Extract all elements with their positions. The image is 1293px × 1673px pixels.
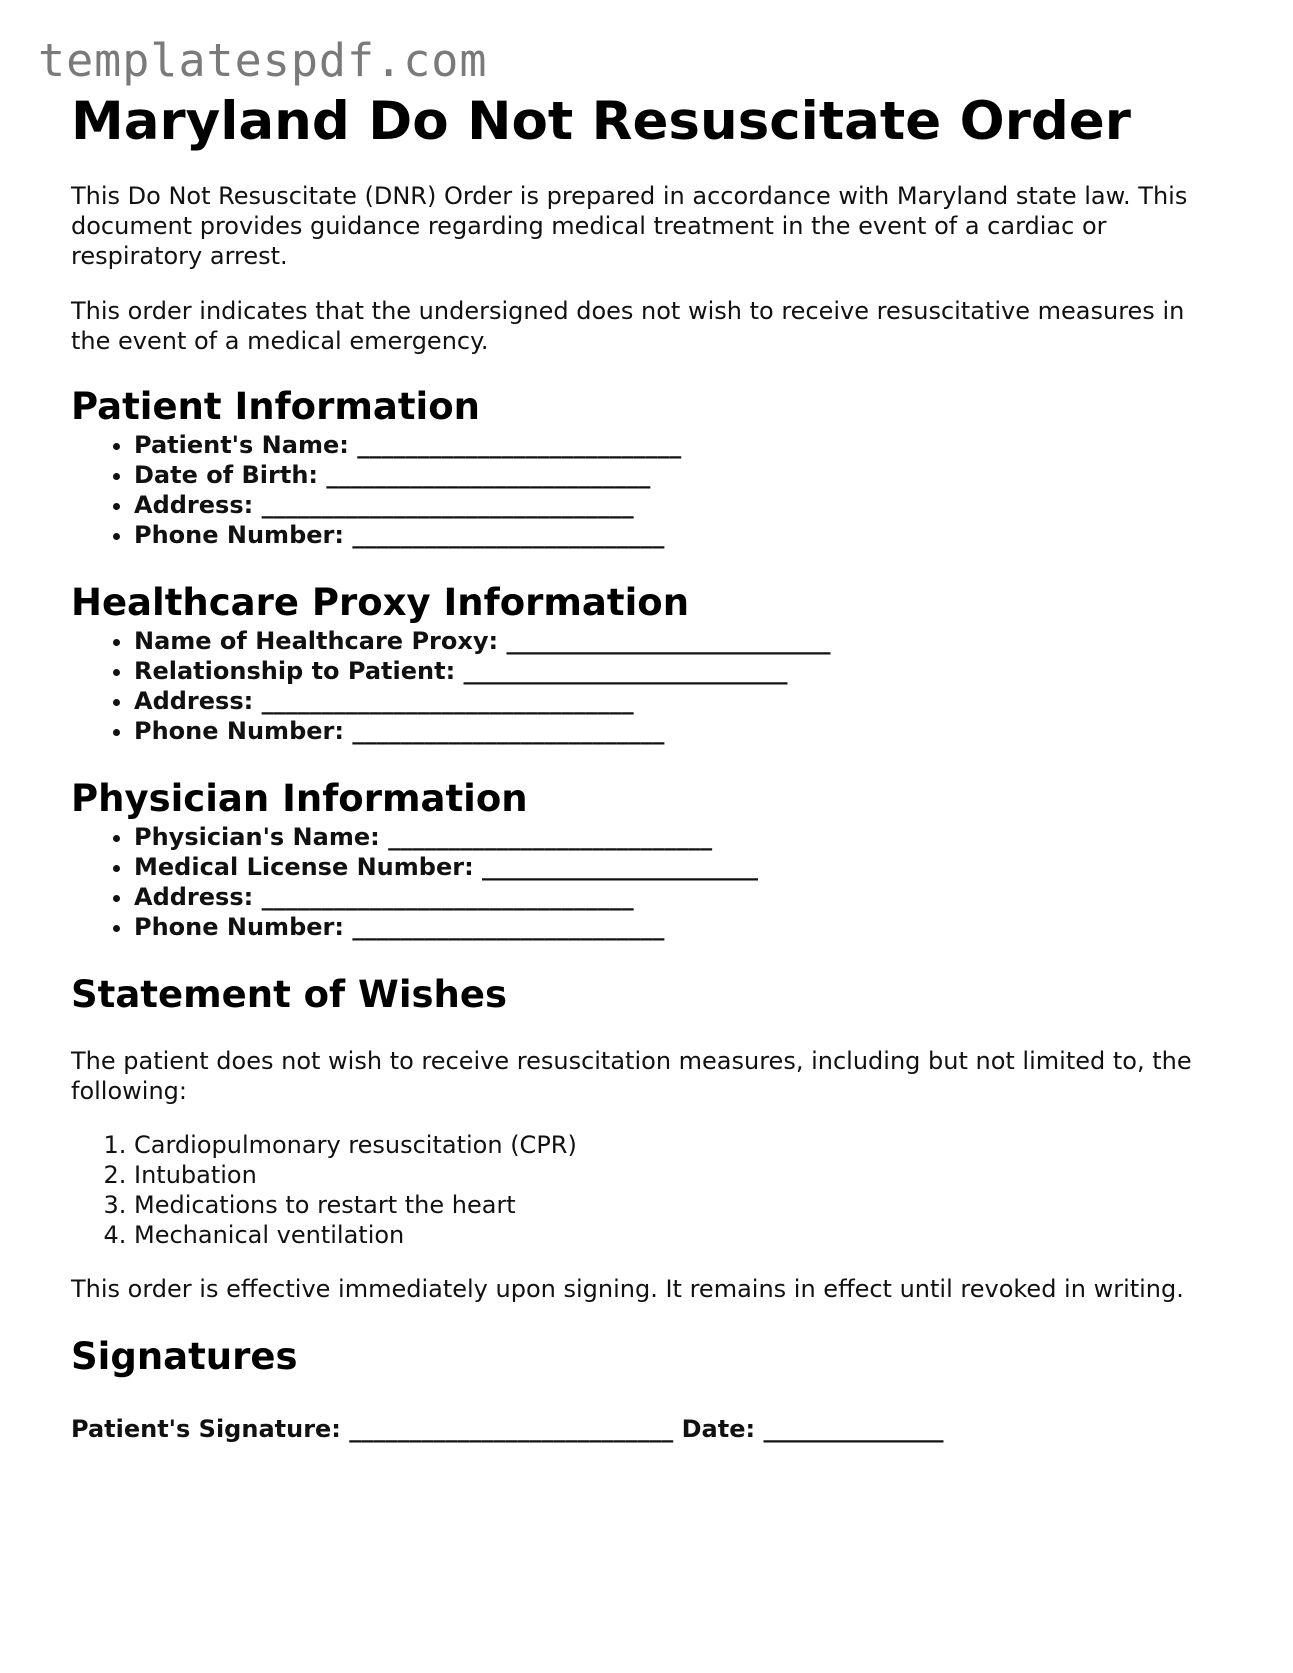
physician-name-field[interactable]: • Physician's Name: ___________________________	[134, 822, 1231, 852]
intro-paragraph-2: This order indicates that the undersigned does not wish to receive resuscitative measures in the event of a medical emergency.	[71, 297, 1185, 355]
wish-item: 2. Intubation	[134, 1160, 1231, 1190]
fill-blank[interactable]: ___________________________	[357, 431, 682, 459]
patient-section-heading: Patient Information	[71, 385, 480, 428]
signatures-section-heading: Signatures	[71, 1335, 298, 1378]
patient-signature-blank[interactable]: ___________________________	[349, 1415, 674, 1443]
physician-address-field[interactable]: • Address: _______________________________	[134, 882, 1231, 912]
date-label: Date:	[681, 1415, 756, 1443]
intro-paragraph-1: This Do Not Resuscitate (DNR) Order is prepared in accordance with Maryland state law. This document provides guidance regarding medical treatment in the event of a cardiac or respiratory arrest.	[71, 182, 1188, 270]
wishes-intro: The patient does not wish to receive resuscitation measures, including but not limited to, the following:	[71, 1047, 1192, 1105]
physician-section-heading: Physician Information	[71, 777, 528, 820]
proxy-relationship-field[interactable]: • Relationship to Patient: ___________________________	[134, 656, 1231, 686]
fill-blank[interactable]: ___________________________	[326, 461, 651, 489]
fill-blank[interactable]: _______________________________	[261, 883, 634, 911]
fill-blank[interactable]: ___________________________	[506, 627, 831, 655]
physician-phone-field[interactable]: • Phone Number: __________________________	[134, 912, 1231, 942]
fill-blank[interactable]: _______________________________	[261, 687, 634, 715]
fill-blank[interactable]: _______________________	[482, 853, 759, 881]
proxy-name-field[interactable]: • Name of Healthcare Proxy: ___________________________	[134, 626, 1231, 656]
fill-blank[interactable]: __________________________	[352, 717, 665, 745]
patient-name-field[interactable]: • Patient's Name: ___________________________	[134, 430, 1231, 460]
wish-item: 4. Mechanical ventilation	[134, 1220, 1231, 1250]
wishes-list	[71, 1130, 1231, 1250]
proxy-section-heading: Healthcare Proxy Information	[71, 581, 690, 624]
fill-blank[interactable]: _______________________________	[261, 491, 634, 519]
fill-blank[interactable]: __________________________	[352, 521, 665, 549]
effective-statement: This order is effective immediately upon signing. It remains in effect until revoked in writing.	[71, 1275, 1184, 1303]
patient-address-field[interactable]: • Address: _______________________________	[134, 490, 1231, 520]
wishes-section-heading: Statement of Wishes	[71, 973, 508, 1016]
date-blank[interactable]: _______________	[763, 1415, 944, 1443]
proxy-fields	[71, 626, 1231, 746]
wish-item: 3. Medications to restart the heart	[134, 1190, 1231, 1220]
fill-blank[interactable]: __________________________	[352, 913, 665, 941]
physician-license-field[interactable]: • Medical License Number: _______________________	[134, 852, 1231, 882]
proxy-address-field[interactable]: • Address: _______________________________	[134, 686, 1231, 716]
patient-signature-label: Patient's Signature:	[71, 1415, 341, 1443]
patient-fields	[71, 430, 1231, 550]
watermark: templatespdf.com	[38, 34, 488, 87]
physician-fields	[71, 822, 1231, 942]
fill-blank[interactable]: ___________________________	[463, 657, 788, 685]
wish-item: 1. Cardiopulmonary resuscitation (CPR)	[134, 1130, 1231, 1160]
patient-phone-field[interactable]: • Phone Number: __________________________	[134, 520, 1231, 550]
document-title: Maryland Do Not Resuscitate Order	[71, 91, 1131, 152]
proxy-phone-field[interactable]: • Phone Number: __________________________	[134, 716, 1231, 746]
signature-row	[71, 1414, 1231, 1444]
fill-blank[interactable]: ___________________________	[388, 823, 713, 851]
document-page	[71, 88, 1231, 1444]
patient-dob-field[interactable]: • Date of Birth: ___________________________	[134, 460, 1231, 490]
